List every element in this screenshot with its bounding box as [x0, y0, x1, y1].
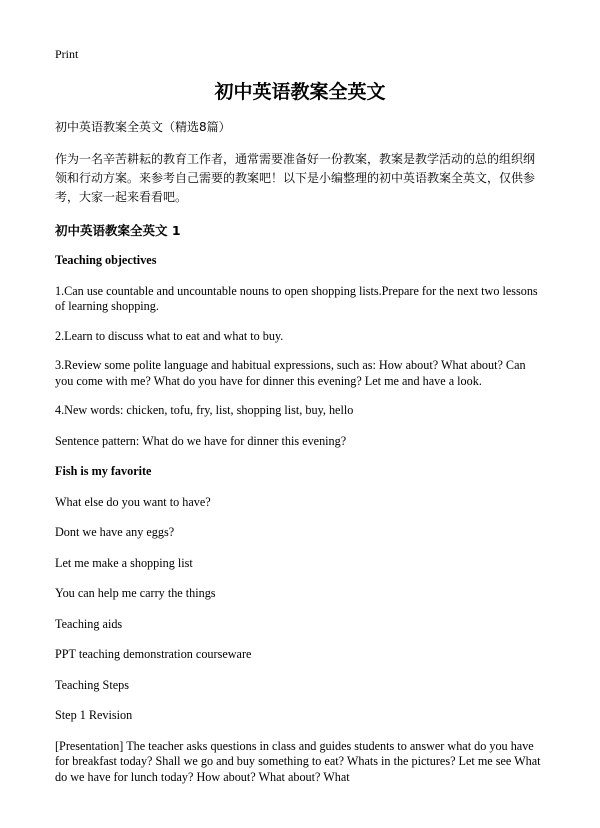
phrase-item: What else do you want to have?: [55, 494, 211, 509]
favorite-heading: Fish is my favorite: [55, 464, 152, 478]
objectives-heading: Teaching objectives: [55, 253, 157, 267]
phrase-item: Dont we have any eggs?: [55, 525, 175, 539]
print-link[interactable]: Print: [55, 47, 79, 61]
step-item: Step 1 Revision: [55, 708, 133, 722]
sentence-pattern: Sentence pattern: What do we have for dinner this evening?: [55, 433, 347, 448]
objective-item: 4.New words: chicken, tofu, fry, list, shopping list, buy, hello: [55, 403, 354, 417]
document-subtitle: 初中英语教案全英文（精选8篇）: [55, 120, 231, 134]
presentation-paragraph: [Presentation] The teacher asks questions in class and guides students to answer what do you have for breakfast today? Shall we go and buy something to eat? Whats in the pictures? Let me see What do we have for lunch today? How about? What about? What: [55, 738, 541, 784]
objective-item: 1.Can use countable and uncountable nouns to open shopping lists.Prepare for the next two lessons of learning shopping.: [55, 283, 538, 313]
aids-text: PPT teaching demonstration courseware: [55, 647, 252, 661]
document-body: [55, 118, 545, 799]
objective-item: 2.Learn to discuss what to eat and what to buy.: [55, 328, 284, 343]
phrase-item: Let me make a shopping list: [55, 555, 193, 570]
phrase-item: You can help me carry the things: [55, 586, 216, 600]
document-title: 初中英语教案全英文: [214, 81, 386, 103]
objective-item: 3.Review some polite language and habitual expressions, such as: How about? What about? Can you come with me? What do you have for dinner this evening? Let me and have a look.: [55, 358, 526, 388]
aids-heading: Teaching aids: [55, 616, 123, 631]
section-title: 初中英语教案全英文 1: [55, 223, 181, 238]
steps-heading: Teaching Steps: [55, 677, 129, 692]
intro-paragraph: 作为一名辛苦耕耘的教育工作者，通常需要准备好一份教案，教案是教学活动的总的组织纲领和行动方案。来参考自己需要的教案吧！以下是小编整理的初中英语教案全英文，仅供参考，大家一起来看看吧。: [55, 152, 536, 204]
